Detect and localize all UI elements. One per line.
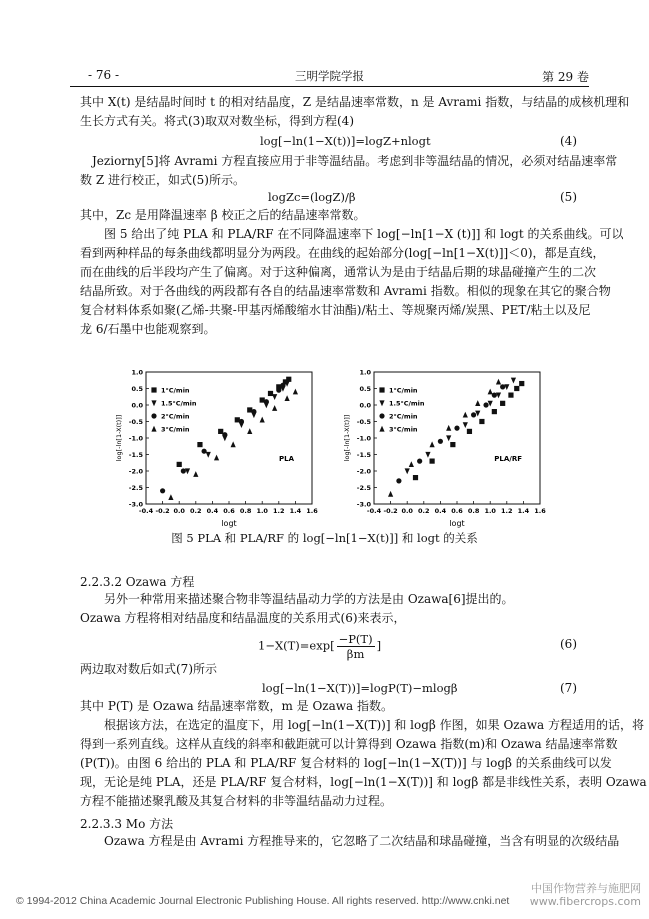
y-tick-label: -3.0 [128,500,143,509]
legend-marker [151,413,156,418]
data-point [260,417,265,423]
x-tick-label: 1.2 [501,507,513,515]
text-line: 而在曲线的后半段均产生了偏离。对于这种偏离，通常认为是由于结晶后期的球晶碰撞产生的二次 [80,265,597,279]
text-line: 龙 6/石墨中也能观察到。 [80,322,216,336]
text-line: 另外一种常用来描述聚合物非等温结晶动力学的方法是由 Ozawa[6]提出的。 [104,592,514,606]
equation-6-number: (6) [560,637,577,651]
data-point [425,452,430,458]
text-line: 复合材料体系如聚(乙烯-共聚-甲基丙烯酸缩水甘油酯)/粘土、等规聚丙烯/炭黑、PET/粘土以及尼 [80,303,591,317]
data-point [239,419,244,424]
text-line: 得到一系列直线。这样从直线的斜率和截距就可以计算得到 Ozawa 指数(m)和 Ozawa 结晶速率常数 [80,737,618,751]
y-tick-label: -2.5 [356,484,371,492]
legend-label: 2°C/min [161,412,190,421]
data-point [430,459,435,464]
data-point [193,471,198,477]
text-line: 其中，Zc 是用降温速率 β 校正之后的结晶速率常数。 [80,208,366,222]
running-header [70,64,589,87]
text-line: 数 Z 进行校正，如式(5)所示。 [80,173,245,187]
data-point [500,401,505,406]
data-point [446,425,451,431]
chart-pla-rf [340,362,550,540]
y-tick-label: -1.0 [128,434,143,443]
data-point [454,426,459,431]
paragraph-ozawa-result [80,716,647,811]
data-point [413,475,418,480]
text-line: 其中 X(t) 是结晶时间时 t 的相对结晶度，Z 是结晶速率常数，n 是 Avrami 指数，与结晶的成核机理和 [80,95,630,109]
text-line: 现，无论是纯 PLA，还是 PLA/RF 复合材料，log[−ln(1−X(T))] 和 logβ 都是非线性关系，表明 Ozawa [80,775,647,789]
data-point [388,491,393,497]
copyright-footer: © 1994-2012 China Academic Journal Electronic Publishing House. All rights reserved. http://www.cnki.net [16,895,510,907]
legend-label: 1°C/min [389,386,418,395]
legend-label: 2°C/min [389,412,418,421]
watermark-url: www.fibercrops.com [529,895,641,908]
data-point [206,452,211,458]
text-line: Jeziorny[5]将 Avrami 方程直接应用于非等温结晶。考虑到非等温结晶的情况，必须对结晶速率常 [92,154,618,168]
legend-marker [151,400,156,406]
data-point [202,449,207,454]
legend-marker [379,413,384,418]
text-line: 看到两种样品的每条曲线都明显分为两段。在曲线的起始部分(log[−ln[1−X(t)]]＜0)，都是直线， [80,246,605,260]
text-line: Ozawa 方程是由 Avrami 方程推导来的，它忽略了二次结晶和球晶碰撞，当含有明显的次级结晶 [104,834,620,848]
data-point [264,399,269,404]
y-axis-label: log[-ln[1-X(t)]] [115,414,123,462]
data-point [511,378,516,384]
x-tick-label: 0.8 [467,507,480,515]
data-point [177,462,182,467]
data-point [405,468,410,474]
legend-label: 1.5°C/min [389,399,425,408]
section-heading-mo: 2.2.3.3 Mo 方法 [80,817,174,831]
equation-5: logZc=(logZ)/β [268,190,356,204]
x-tick-label: -0.4 [366,507,382,515]
equation-7: log[−ln(1−X(T))]=logP(T)−mlogβ [262,681,458,695]
data-point [214,455,219,461]
data-point [471,412,476,417]
data-point [500,384,505,389]
data-point [396,478,401,483]
paragraph-pt-def [80,697,580,716]
y-tick-label: -0.5 [128,418,143,426]
x-tick-label: 0.0 [401,507,413,515]
figure-5-caption: 图 5 PLA 和 PLA/RF 的 log[−ln[1−X(t)]] 和 logt 的关系 [171,531,478,545]
y-tick-label: -1.5 [128,451,143,459]
y-tick-label: 1.0 [131,368,143,377]
section-heading-ozawa: 2.2.3.2 Ozawa 方程 [80,575,195,589]
legend-label: 3°C/min [161,425,190,434]
y-tick-label: 1.0 [359,368,371,377]
x-tick-label: 1.4 [517,507,530,515]
eq6-denominator: βm [346,647,365,661]
x-tick-label: 0.8 [239,507,252,515]
paragraph-ozawa-intro [80,590,580,628]
y-tick-label: -0.5 [356,418,371,426]
y-tick-label: -2.5 [128,484,143,492]
x-axis-label: logt [221,519,237,528]
data-point [492,409,497,414]
x-tick-label: 0.6 [223,507,235,515]
y-tick-label: 0.5 [359,385,371,393]
paragraph-avrami-def [80,93,630,131]
text-line: 其中 P(T) 是 Ozawa 结晶速率常数，m 是 Ozawa 指数。 [80,699,394,713]
data-point [492,393,497,398]
data-point [450,442,455,447]
legend-marker [151,387,156,392]
legend-label: 3°C/min [389,425,418,434]
x-tick-label: 0.2 [190,507,202,515]
data-point [276,388,281,393]
y-tick-label: 0.0 [131,401,143,410]
data-point [285,395,290,401]
x-tick-label: 0.6 [451,507,463,515]
x-tick-label: 1.0 [256,507,268,515]
y-tick-label: -1.0 [356,434,371,443]
data-point [463,412,468,418]
text-line: 图 5 给出了纯 PLA 和 PLA/RF 在不同降温速率下 log[−ln[1−X (t)]] 和 logt 的关系曲线。可以 [104,227,624,241]
data-point [272,405,277,411]
x-axis-label: logt [449,519,465,528]
y-tick-label: -3.0 [356,500,371,509]
data-point [247,428,252,434]
volume-label: 第 29 卷 [542,70,589,84]
eq6-left: 1−X(T)=exp[ [258,638,335,653]
y-tick-label: -2.0 [356,467,371,476]
data-point [231,441,236,447]
x-tick-label: 0.4 [206,507,219,515]
paragraph-zc-def [80,206,580,225]
equation-4-number: (4) [560,134,577,148]
eq6-numerator: −P(T) [338,632,373,646]
data-point [438,439,443,444]
paragraph-mo [80,832,620,851]
data-point [446,435,451,441]
data-point [417,459,422,464]
text-line: 根据该方法，在选定的温度下，用 log[−ln(1−X(T))] 和 logβ 作图，如果 Ozawa 方程适用的话，将 [104,718,645,732]
legend-marker [151,426,156,432]
y-tick-label: -1.5 [356,451,371,459]
data-point [409,461,414,467]
x-tick-label: -0.4 [138,507,154,515]
equation-7-number: (7) [560,681,577,695]
data-point [272,394,277,400]
x-tick-label: 0.2 [418,507,430,515]
data-point [467,429,472,434]
data-point [160,488,165,493]
y-tick-label: 0.0 [359,401,371,410]
data-point [181,468,186,473]
data-point [222,432,227,437]
data-point [519,381,524,386]
x-tick-label: 0.4 [434,507,447,515]
equation-6 [258,632,381,661]
legend-marker [379,400,384,406]
text-line: 结晶所致。对于各曲线的两段都有各自的结晶速率常数和 Avrami 指数。相似的现象在其它的聚合物 [80,284,611,298]
data-point [496,379,501,385]
data-point [251,409,256,414]
page-number: - 76 - [88,68,120,82]
data-point [280,383,285,388]
watermark-site-name: 中国作物营养与施肥网 [531,882,641,895]
text-line: 方程不能描述聚乳酸及其复合材料的非等温结晶动力过程。 [80,794,393,808]
data-point [268,391,273,396]
paragraph-jeziorny [80,152,618,190]
data-point [197,442,202,447]
journal-title: 三明学院学报 [295,69,364,83]
x-tick-label: -0.2 [155,507,170,515]
data-point [514,386,519,391]
text-line: Ozawa 方程将相对结晶度和结晶温度的关系用式(6)来表示， [80,611,406,625]
data-point [168,494,173,500]
y-axis-label: log[-ln[1-X(t)]] [343,414,351,462]
legend-marker [379,426,384,432]
equation-5-number: (5) [560,190,577,204]
data-point [488,389,493,395]
data-point [218,429,223,434]
paragraph-log-form [80,660,580,679]
x-tick-label: 1.2 [273,507,285,515]
x-tick-label: -0.2 [383,507,398,515]
data-point [293,389,298,395]
x-tick-label: 1.6 [534,507,546,515]
y-tick-label: -2.0 [128,467,143,476]
x-tick-label: 0.0 [173,507,185,515]
legend-label: 1°C/min [161,386,190,395]
text-line: 两边取对数后如式(7)所示 [80,662,217,676]
data-point [430,441,435,447]
panel-label: PLA [278,455,294,464]
paragraph-figure5-discussion [80,225,624,339]
y-tick-label: 0.5 [131,385,143,393]
text-line: 生长方式有关。将式(3)取双对数坐标，得到方程(4) [80,114,354,128]
x-tick-label: 1.0 [484,507,496,515]
data-point [479,419,484,424]
chart-pla [112,362,322,540]
eq6-right: ] [376,638,382,653]
data-point [483,402,488,407]
text-line: (P(T))。由图 6 给出的 PLA 和 PLA/RF 复合材料的 log[−ln(1−X(T))] 与 logβ 的关系曲线可以发 [80,756,612,770]
data-point [463,422,468,428]
legend-marker [379,387,384,392]
data-point [508,393,513,398]
x-tick-label: 1.6 [306,507,318,515]
legend-label: 1.5°C/min [161,399,197,408]
equation-4: log[−ln(1−X(t))]=logZ+nlogt [260,134,431,148]
data-point [475,400,480,406]
panel-label: PLA/RF [494,455,522,464]
x-tick-label: 1.4 [289,507,302,515]
